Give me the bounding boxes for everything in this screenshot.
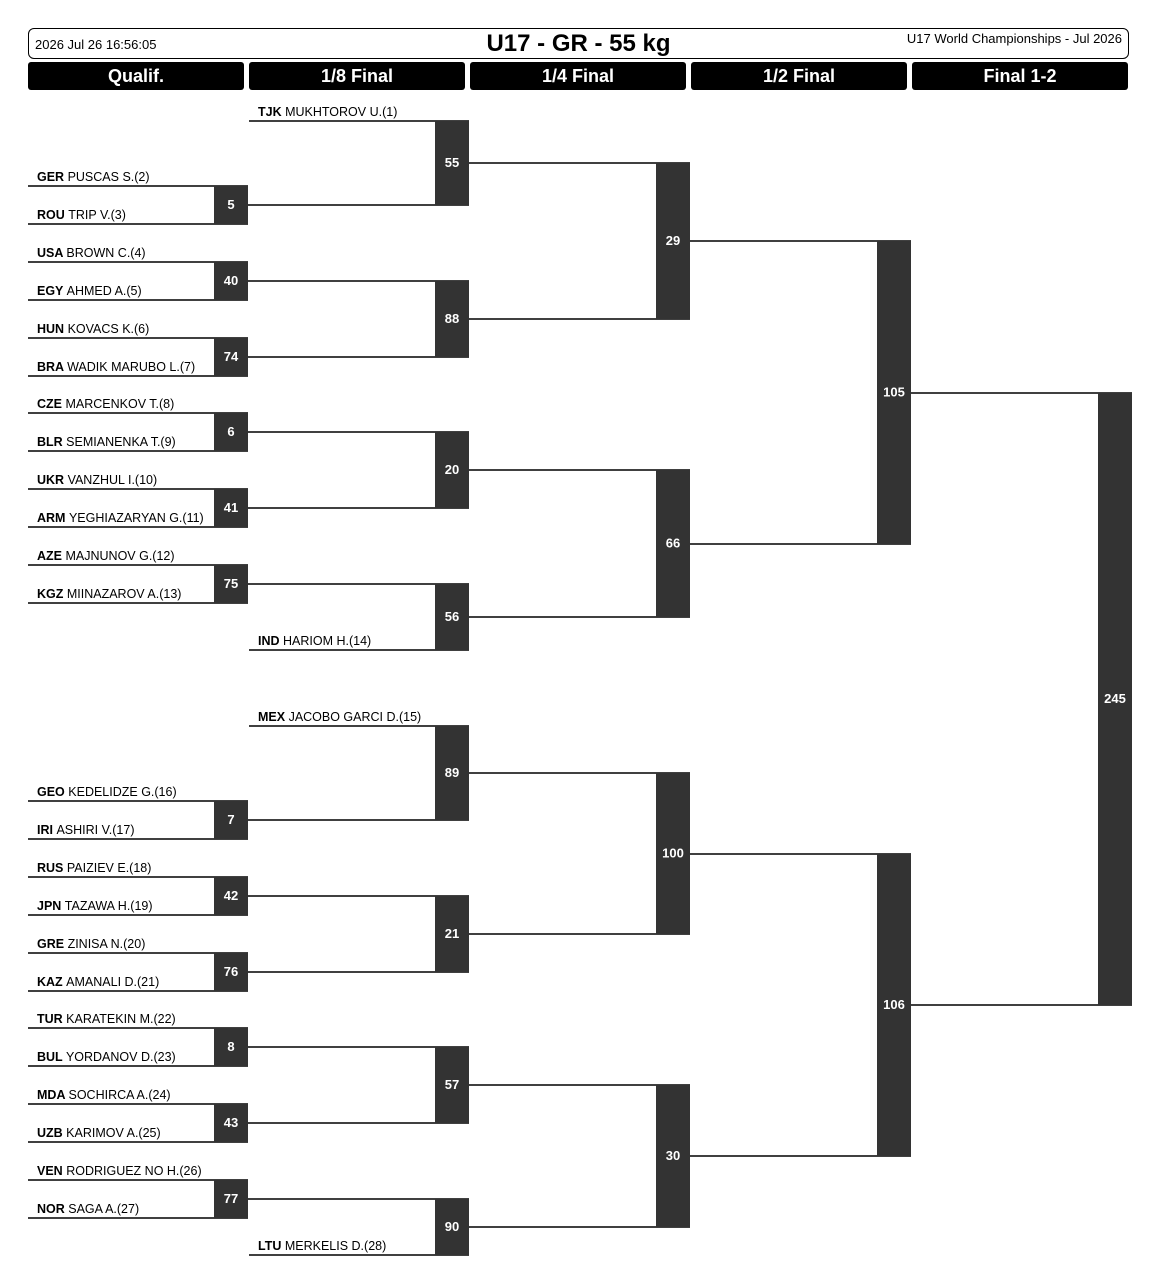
athlete-label: [37, 246, 146, 260]
athlete-label: [37, 170, 150, 184]
athlete-name: KARIMOV A.(25): [66, 1126, 161, 1140]
athlete-label: [37, 435, 176, 449]
athlete-name: ASHIRI V.(17): [56, 823, 135, 837]
athlete-label: [37, 587, 181, 601]
match-number: 40: [223, 273, 239, 288]
athlete-name: WADIK MARUBO L.(7): [67, 360, 196, 374]
athlete-label: [37, 1126, 161, 1140]
athlete-name: YORDANOV D.(23): [65, 1050, 176, 1064]
athlete-label: [37, 861, 151, 875]
athlete-country: BUL: [37, 1050, 66, 1064]
athlete-label: [37, 785, 177, 799]
round-header-sf: 1/2 Final: [691, 62, 907, 90]
athlete-name: KOVACS K.(6): [67, 322, 150, 336]
athlete-country: TJK: [258, 105, 286, 119]
match-number: 75: [223, 576, 239, 591]
athlete-label: [37, 322, 149, 336]
match-number: 76: [223, 964, 239, 979]
athlete-country: KGZ: [37, 587, 67, 601]
athlete-name: MAJNUNOV G.(12): [65, 549, 175, 563]
match-number: 55: [444, 155, 460, 170]
match-number: 21: [444, 926, 460, 941]
athlete-country: ROU: [37, 208, 69, 222]
athlete-label: [37, 397, 174, 411]
athlete-label: [37, 549, 175, 563]
athlete-label: [37, 823, 135, 837]
athlete-country: HUN: [37, 322, 68, 336]
match-number: 30: [665, 1148, 681, 1163]
athlete-name: AHMED A.(5): [66, 284, 142, 298]
athlete-country: UZB: [37, 1126, 67, 1140]
athlete-label: [37, 899, 153, 913]
athlete-label: [258, 710, 421, 724]
round-header-final: Final 1-2: [912, 62, 1128, 90]
athlete-name: ZINISA N.(20): [67, 937, 146, 951]
athlete-label: [37, 1202, 139, 1216]
match-number: 8: [227, 1039, 235, 1054]
round-header-qualif: Qualif.: [28, 62, 244, 90]
match-number: 29: [665, 233, 681, 248]
athlete-label: [37, 511, 204, 525]
match-number: 5: [227, 197, 235, 212]
athlete-country: GEO: [37, 785, 69, 799]
athlete-label: [37, 284, 142, 298]
round-header-r16: 1/8 Final: [249, 62, 465, 90]
athlete-country: IRI: [37, 823, 57, 837]
athlete-name: PUSCAS S.(2): [67, 170, 150, 184]
athlete-label: [37, 975, 159, 989]
athlete-label: [37, 360, 195, 374]
match-number: 20: [444, 462, 460, 477]
page-title: U17 - GR - 55 kg: [486, 30, 671, 57]
athlete-country: JPN: [37, 899, 65, 913]
athlete-country: USA: [37, 246, 67, 260]
athlete-name: TRIP V.(3): [68, 208, 126, 222]
athlete-name: TAZAWA H.(19): [64, 899, 153, 913]
match-number: 41: [223, 500, 239, 515]
athlete-label: [258, 105, 397, 119]
athlete-name: JACOBO GARCI D.(15): [288, 710, 422, 724]
athlete-label: [37, 937, 145, 951]
match-number: 74: [223, 349, 239, 364]
athlete-label: [258, 1239, 386, 1253]
match-number: 57: [444, 1077, 460, 1092]
athlete-name: MIINAZAROV A.(13): [66, 587, 182, 601]
athlete-name: PAIZIEV E.(18): [66, 861, 152, 875]
athlete-label: [37, 1088, 171, 1102]
athlete-name: BROWN C.(4): [66, 246, 146, 260]
match-number: 90: [444, 1219, 460, 1234]
match-number: 66: [665, 535, 681, 551]
athlete-name: VANZHUL I.(10): [67, 473, 158, 487]
athlete-name: MUKHTOROV U.(1): [285, 105, 398, 119]
athlete-name: SAGA A.(27): [68, 1202, 140, 1216]
athlete-country: UKR: [37, 473, 68, 487]
athlete-name: KEDELIDZE G.(16): [68, 785, 177, 799]
match-number: 88: [444, 311, 460, 326]
athlete-country: VEN: [37, 1164, 67, 1178]
athlete-label: [37, 473, 157, 487]
athlete-label: [37, 1012, 176, 1026]
match-number: 7: [227, 812, 235, 827]
athlete-name: YEGHIAZARYAN G.(11): [68, 511, 204, 525]
athlete-name: KARATEKIN M.(22): [66, 1012, 176, 1026]
athlete-country: GRE: [37, 937, 68, 951]
timestamp: 2026 Jul 26 16:56:05: [35, 37, 157, 52]
round-header-qf: 1/4 Final: [470, 62, 686, 90]
athlete-name: MERKELIS D.(28): [284, 1239, 387, 1253]
athlete-country: LTU: [258, 1239, 285, 1253]
match-number: 245: [1104, 691, 1126, 706]
athlete-name: AMANALI D.(21): [66, 975, 160, 989]
athlete-country: MDA: [37, 1088, 69, 1102]
match-number: 42: [223, 888, 239, 903]
athlete-label: [37, 208, 126, 222]
athlete-country: NOR: [37, 1202, 69, 1216]
athlete-label: [258, 634, 371, 648]
match-number: 105: [883, 384, 905, 400]
athlete-country: TUR: [37, 1012, 67, 1026]
match-number: 43: [223, 1115, 239, 1130]
athlete-label: [37, 1050, 176, 1064]
athlete-country: BRA: [37, 360, 68, 374]
athlete-country: IND: [258, 634, 283, 648]
athlete-country: AZE: [37, 549, 66, 563]
match-number: 77: [223, 1191, 239, 1206]
match-number: 100: [662, 845, 684, 861]
athlete-name: RODRIGUEZ NO H.(26): [66, 1164, 202, 1178]
athlete-name: SOCHIRCA A.(24): [68, 1088, 171, 1102]
athlete-country: ARM: [37, 511, 69, 525]
match-number: 89: [444, 765, 460, 780]
athlete-name: HARIOM H.(14): [283, 634, 372, 648]
match-number: 6: [227, 424, 235, 439]
athlete-country: BLR: [37, 435, 67, 449]
athlete-country: RUS: [37, 861, 67, 875]
match-number: 56: [444, 609, 460, 624]
event-name: U17 World Championships - Jul 2026: [906, 31, 1122, 46]
match-number: 106: [883, 997, 905, 1012]
athlete-name: MARCENKOV T.(8): [65, 397, 175, 411]
athlete-label: [37, 1164, 202, 1178]
athlete-country: EGY: [37, 284, 67, 298]
athlete-country: CZE: [37, 397, 66, 411]
athlete-country: MEX: [258, 710, 289, 724]
athlete-country: GER: [37, 170, 68, 184]
athlete-name: SEMIANENKA T.(9): [66, 435, 176, 449]
athlete-country: KAZ: [37, 975, 67, 989]
